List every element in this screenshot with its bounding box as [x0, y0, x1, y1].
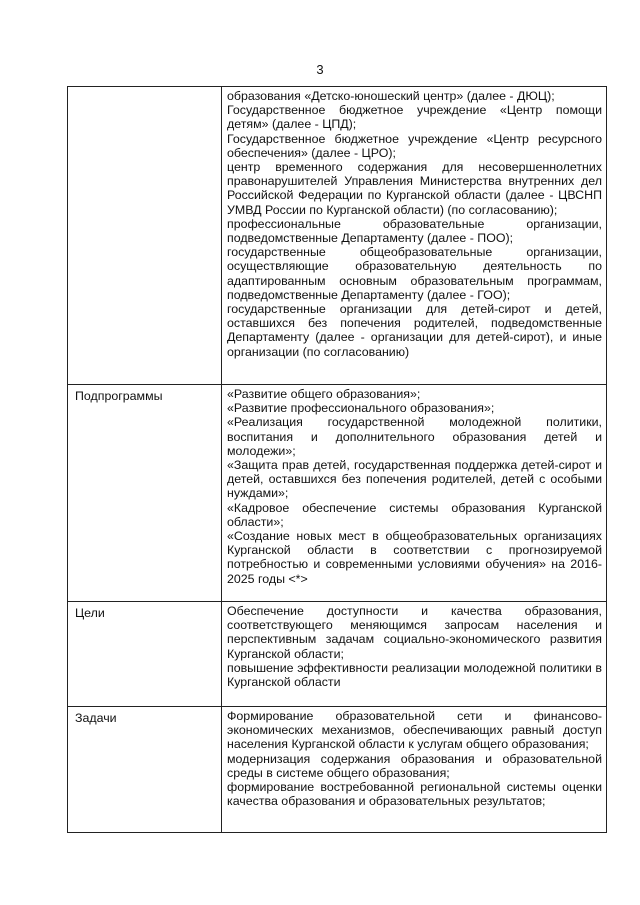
list-item: государственные общеобразовательные организации, осуществляющие образовательную деятельность по адаптированным основным образовательным программам, подведомственные Департаменту (далее - ГОО);: [227, 245, 602, 302]
list-item: «Реализация государственной молодежной политики, воспитания и дополнительного образования детей и молодежи»;: [227, 415, 602, 458]
list-item: «Кадровое обеспечение системы образования Курганской области»;: [227, 500, 602, 529]
list-item: «Развитие профессионального образования»;: [227, 401, 495, 416]
list-item: «Создание новых мест в общеобразовательных организациях Курганской области в соответствии с прогнозируемой потребностью и современными условиями обучения» на 2016-2025 годы <*>: [227, 529, 602, 586]
table-row-subprograms: [68, 385, 607, 602]
list-item: Государственное бюджетное учреждение «Центр помощи детям» (далее - ЦПД);: [227, 103, 602, 132]
list-item: Формирование образовательной сети и финансово-экономических механизмов, обеспечивающих равный доступ населения Курганской области к услугам общего образования;: [227, 709, 602, 752]
row-label: Задачи: [68, 707, 222, 833]
list-item: «Защита прав детей, государственная поддержка детей-сирот и детей, оставшихся без попечения родителей, детей с особыми нуждами»;: [227, 458, 602, 501]
row-content: [222, 87, 607, 385]
list-item: центр временного содержания для несовершеннолетних правонарушителей Управления Министерства внутренних дел Российской Федерации по Курганской области (далее - ЦВСНП УМВД России по Курганской области) (по согласованию);: [227, 160, 602, 217]
table-row-tasks: [68, 707, 607, 833]
row-content: [222, 385, 607, 602]
row-content: [222, 707, 607, 833]
program-passport-table: [67, 86, 607, 833]
list-item: повышение эффективности реализации молодежной политики в Курганской области: [227, 660, 602, 690]
list-item: образования «Детско-юношеский центр» (далее - ДЮЦ);: [227, 89, 555, 103]
row-label: Подпрограммы: [68, 385, 222, 602]
page-number: 3: [316, 62, 324, 77]
list-item: государственные организации для детей-сирот и детей, оставшихся без попечения родителей, подведомственные Департаменту (далее - организации для детей-сирот), и иные организации (по согласованию): [227, 302, 602, 359]
table-row-participants: [68, 87, 607, 385]
row-content: [222, 602, 607, 707]
list-item: формирование востребованной региональной системы оценки качества образования и образовательных результатов;: [227, 780, 602, 809]
row-label: [68, 87, 222, 385]
row-label: Цели: [68, 602, 222, 707]
list-item: модернизация содержания образования и образовательной среды в системе общего образования;: [227, 751, 602, 780]
list-item: Обеспечение доступности и качества образования, соответствующего меняющимся запросам населения и перспективным задачам социально-экономического развития Курганской области;: [227, 604, 602, 661]
list-item: профессиональные образовательные организации, подведомственные Департаменту (далее - ПОО);: [227, 216, 602, 246]
list-item: Государственное бюджетное учреждение «Центр ресурсного обеспечения» (далее - ЦРО);: [227, 131, 602, 160]
list-item: «Развитие общего образования»;: [227, 387, 421, 401]
table-row-goals: [68, 602, 607, 707]
